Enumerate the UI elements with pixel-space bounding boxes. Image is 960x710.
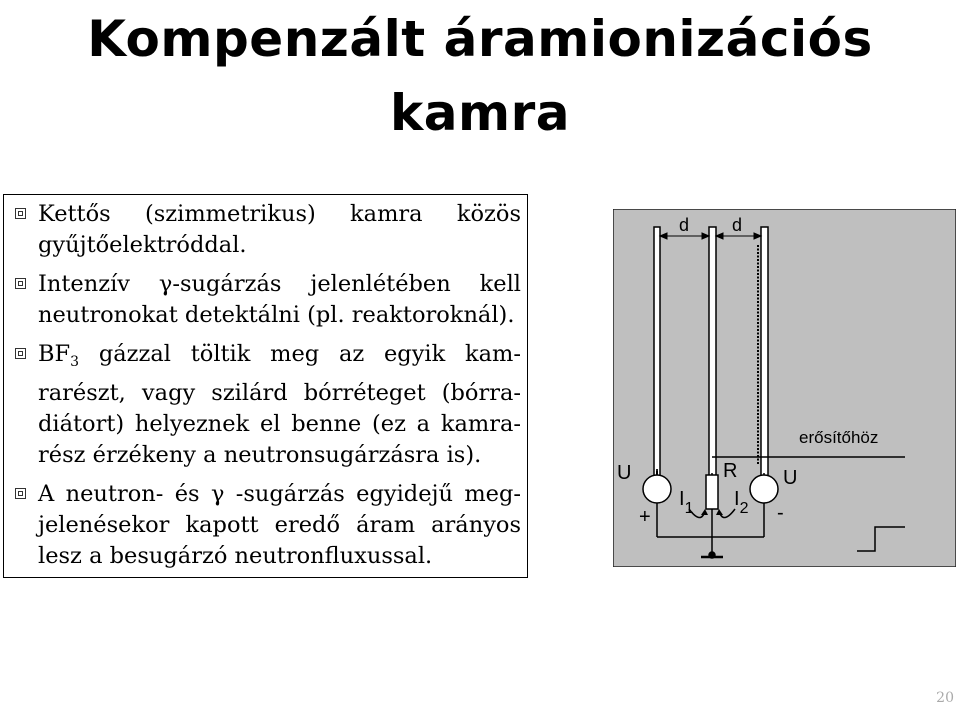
resistor (706, 475, 718, 509)
page-number: 20 (936, 690, 954, 706)
bullet-line: Kettős (szimmetrikus) kamra közös (38, 201, 521, 227)
bf-subscript: 3 (70, 354, 80, 370)
label-u-left: U (617, 462, 632, 484)
label-r: R (723, 460, 738, 482)
bullet-line: diátort) helyeznek el benne (ez a kamra- (38, 411, 521, 437)
title-line-1: Kompenzált áramionizációs (87, 10, 873, 68)
bullet-item (10, 199, 521, 261)
square-bullet-icon (15, 488, 26, 499)
square-bullet-icon (15, 208, 26, 219)
diagram-background (613, 209, 956, 567)
text-box (3, 194, 528, 578)
bullet-line: jelenésekor kapott eredő áram arányos (38, 512, 521, 538)
bullet-line: rész érzékeny a neutronsugárzásra is). (38, 442, 482, 468)
voltage-source-left (643, 475, 671, 503)
bf-prefix: BF (38, 341, 71, 367)
electrode-left (654, 227, 660, 479)
label-d-1: d (678, 215, 690, 235)
bullet-line-first (38, 339, 521, 378)
title-line-2: kamra (390, 84, 570, 142)
bullet-item (10, 479, 521, 572)
voltage-source-right (750, 475, 778, 503)
label-amplifier: erősítőhöz (799, 428, 879, 447)
bullet-line: A neutron- és γ -sugárzás egyidejű meg- (38, 481, 521, 507)
label-i1-main: I (679, 488, 685, 510)
page-title (0, 2, 960, 150)
bullet-line: gyűjtőelektróddal. (38, 232, 247, 258)
label-minus: - (777, 502, 784, 524)
square-bullet-icon (15, 348, 26, 359)
label-i2-sub: 2 (739, 500, 749, 517)
square-bullet-icon (15, 278, 26, 289)
bullet-line: rarészt, vagy szilárd bórréteget (bórra- (38, 380, 521, 406)
chamber-diagram (613, 209, 956, 567)
bullet-line: lesz a besugárzó neutronfluxussal. (38, 543, 433, 569)
label-u-right: U (783, 467, 798, 489)
label-i2-main: I (734, 488, 740, 510)
bullet-line: neutronokat detektálni (pl. reaktoroknál). (38, 302, 515, 328)
bullet-line-rest: gázzal töltik meg az egyik kam- (79, 341, 521, 367)
bullet-line: Intenzív γ-sugárzás jelenlétében kell (38, 271, 521, 297)
label-i1-sub: 1 (684, 500, 694, 517)
bullet-item (10, 269, 521, 331)
label-plus: + (639, 506, 651, 528)
label-d-2: d (731, 215, 743, 235)
electrode-center (709, 227, 716, 479)
bullet-item (10, 339, 521, 471)
